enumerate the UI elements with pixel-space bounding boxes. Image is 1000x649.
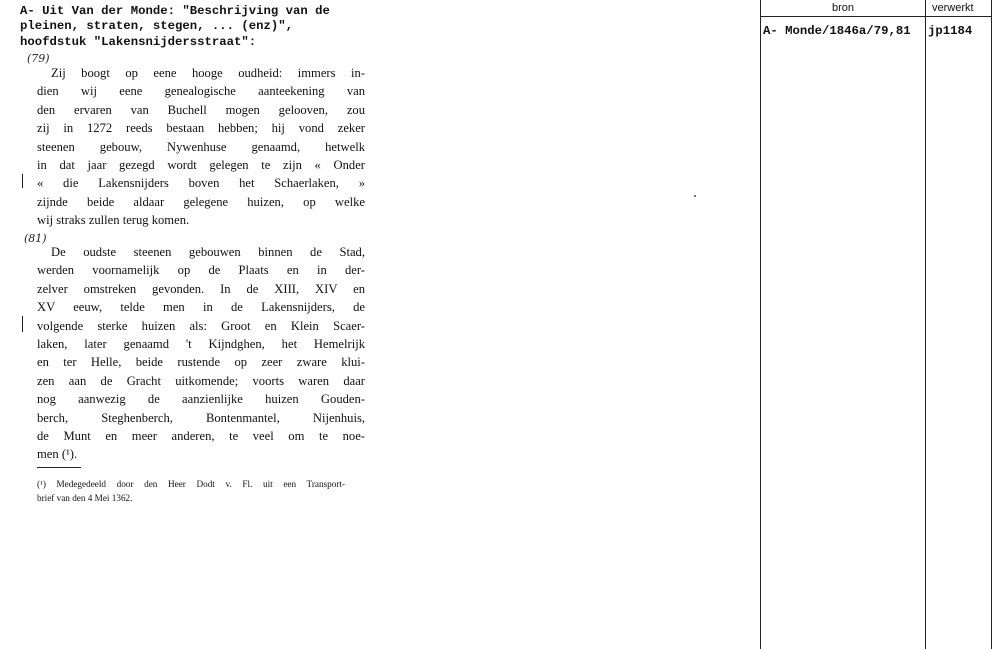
column-header-verwerkt: verwerkt [932,2,974,14]
table-header-rule [760,16,992,17]
footnote-line: (¹) Medegedeeld door den Heer Dodt v. Fl. uit een Transport- [37,479,345,489]
page-marker-79: (79) [27,52,50,65]
column-header-bron: bron [832,2,855,14]
text-line: laken, later genaamd 't Kijndghen, het Hemelrijk [37,337,365,352]
text-line: dien wij eene genealogische aanteekening van [37,84,365,99]
footnote-line: brief van den 4 Mei 1362. [37,493,133,503]
text-line: werden voornamelijk op de Plaats en in der- [37,263,365,278]
text-line: Zij boogt op eene hooge oudheid: immers in- [51,66,365,80]
text-line: en ter Helle, beide rustende op zeer zware klui- [37,355,365,370]
text-line: zelver omstreken gevonden. In de XIII, XIV en [37,281,365,296]
typed-line: A- Uit Van der Monde: "Beschrijving van de [20,4,330,18]
table-left-border [760,0,761,649]
text-line: De oudste steenen gebouwen binnen de Stad, [51,245,365,259]
footnote [37,477,345,505]
text-line: wij straks zullen terug komen. [37,213,190,228]
text-line: zijnde beide aldaar gelegene huizen, op welke [37,194,365,209]
cell-bron: A- Monde/1846a/79,81 [763,24,911,38]
text-line: « die Lakensnijders boven het Schaerlaken, » [37,176,365,191]
text-line: nog aanwezig de aanzienlijke huizen Gouden- [37,392,365,407]
scan-speck [694,195,696,197]
text-line: berch, Steghenberch, Bontenmantel, Nijenhuis, [37,410,365,425]
text-line: in dat jaar gezegd wordt gelegen te zijn « Onder [37,158,365,173]
text-line: zij in 1272 reeds bestaan hebben; hij vond zeker [37,121,365,136]
margin-bar [22,174,23,188]
text-line: XV eeuw, telde men in de Lakensnijders, de [37,300,365,315]
paragraph-2 [37,243,365,464]
typed-line: hoofdstuk "Lakensnijdersstraat": [20,34,257,49]
table-column-divider [925,0,926,649]
text-line: men (¹). [37,447,78,462]
text-line: steenen gebouw, Nywenhuse genaamd, hetwelk [37,139,365,154]
page-marker-81: (81) [24,232,47,245]
text-line: volgende sterke huizen als: Groot en Klein Scaer- [37,318,365,333]
cell-verwerkt: jp1184 [928,24,973,38]
margin-bar [22,316,23,332]
typed-line: pleinen, straten, stegen, ... (enz)", [20,19,294,34]
typed-header [20,4,330,50]
paragraph-1 [37,64,365,230]
text-line: den ervaren van Buchell mogen gelooven, zou [37,102,365,117]
text-line: zen aan de Gracht uitkomende; voorts waren daar [37,373,365,388]
footnote-rule [37,467,81,468]
table-right-border [991,0,992,649]
text-line: de Munt en meer anderen, te veel om te noe- [37,429,365,444]
